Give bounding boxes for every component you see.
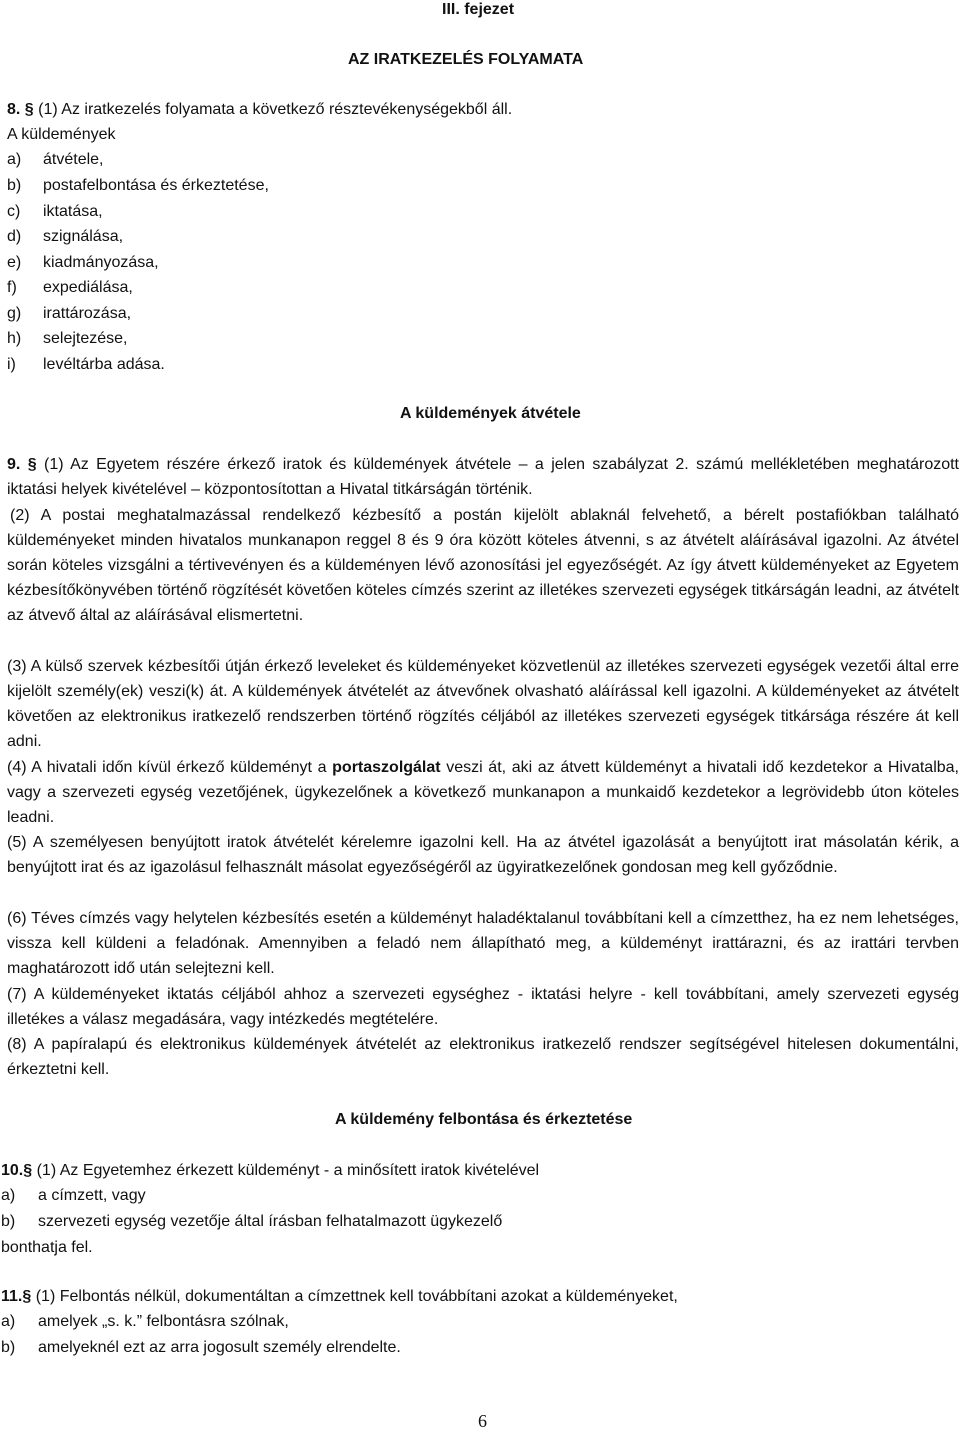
list-item-label: i) — [7, 356, 16, 373]
list-item — [1, 1183, 146, 1208]
list-intro: A küldemények — [7, 126, 116, 143]
paragraph-text: (4) A hivatali időn kívül érkező küldeményt a — [7, 759, 333, 776]
heading-receipt: A küldemények átvétele — [400, 405, 581, 422]
list-item-text: a címzett, vagy — [38, 1187, 146, 1204]
paragraph-9-2: (2) A postai meghatalmazással rendelkező kézbesítő a postán kijelölt ablaknál felvehető, a bérelt postafiókban található küldeményeket minden hivatalos munkanapon reggel 8 és 9 óra között köteles átvenni, s az átvételt aláírásával igazolni. Az átvétel során köteles vizsgálni a tértivevényen és a küldeményen lévő azonosítási jel egyezőségét. Az így átvett küldeményeket az Egyetem kézbesítőkönyvében történő rögzítését követően köteles címzés szerint az illetékes szervezeti egységek titkárságán leadni, az átvételt az átvevő által az aláírásával elismertetni. — [7, 507, 959, 624]
list-item-text: kiadmányozása, — [43, 254, 159, 271]
paragraph-8-heading — [7, 97, 512, 122]
heading-opening: A küldemény felbontása és érkeztetése — [335, 1111, 633, 1128]
section-sign: § — [22, 1288, 32, 1305]
list-item-text: amelyeknél ezt az arra jogosult személy elrendelte. — [38, 1339, 401, 1356]
list-item-label: e) — [7, 254, 22, 271]
list-item-label: h) — [7, 330, 22, 347]
list-item — [7, 199, 103, 224]
portaszolgalat-term: portaszolgálat — [332, 759, 441, 776]
paragraph-9-4 — [7, 755, 959, 830]
list-item — [7, 326, 128, 351]
list-item — [7, 275, 133, 300]
list-item — [7, 352, 165, 377]
list-item-label: f) — [7, 279, 17, 296]
list-item-label: b) — [1, 1213, 16, 1230]
page-number: 6 — [478, 1411, 487, 1431]
paragraph-number: 10. — [1, 1162, 24, 1179]
list-item-text: szervezeti egység vezetője által írásban felhatalmazott ügykezelő — [38, 1213, 503, 1230]
paragraph-number: 11. — [1, 1288, 23, 1305]
paragraph-11-heading — [1, 1284, 678, 1309]
list-item — [7, 301, 132, 326]
paragraph-9-7: (7) A küldeményeket iktatás céljából ahhoz a szervezeti egységhez - iktatási helyre - kell továbbítani, amely szervezeti egység illetékes a válasz megadására, vagy intézkedés megtételére. — [7, 986, 959, 1028]
paragraph-9-6: (6) Téves címzés vagy helytelen kézbesítés esetén a küldeményt haladéktalanul továbbítani kell a címzetthez, ha ez nem lehetséges, vissza kell küldeni a feladónak. Amennyiben a feladó nem állapítható meg, a küldeményt irattárazni, és az irattári tervben maghatározott idő után selejtezni kell. — [7, 910, 959, 977]
paragraph-9-1 — [7, 452, 959, 502]
list-item — [1, 1309, 289, 1334]
list-item-text: amelyek „s. k.” felbontásra szólnak, — [38, 1313, 289, 1330]
list-item-text: irattározása, — [43, 305, 132, 322]
paragraph-10-tail: bonthatja fel. — [1, 1239, 93, 1256]
list-item-text: átvétele, — [43, 151, 104, 168]
list-item-text: postafelbontása és érkeztetése, — [43, 177, 269, 194]
list-item — [1, 1209, 503, 1234]
list-item-label: c) — [7, 203, 21, 220]
list-item — [7, 173, 269, 198]
section-sign: § — [23, 1162, 33, 1179]
paragraph-text: (1) Felbontás nélkül, dokumentáltan a címzettnek kell továbbítani azokat a küldeményeket, — [31, 1288, 678, 1305]
paragraph-text: (1) Az iratkezelés folyamata a következő résztevékenységekből áll. — [33, 101, 513, 118]
list-item-text: levéltárba adása. — [43, 356, 165, 373]
list-item-text: expediálása, — [43, 279, 133, 296]
paragraph-text: (1) Az Egyetemhez érkezett küldeményt - a minősített iratok kivételével — [32, 1162, 540, 1179]
paragraph-10-heading — [1, 1158, 539, 1183]
paragraph-number: 8. — [7, 101, 21, 118]
paragraph-number: 9. — [7, 456, 21, 473]
list-item — [7, 147, 104, 172]
list-item-text: iktatása, — [43, 203, 103, 220]
list-item-label: a) — [1, 1313, 16, 1330]
list-item-text: selejtezése, — [43, 330, 128, 347]
paragraph-text: (1) Az Egyetem részére érkező iratok és küldemények átvétele – a jelen szabályzat 2. számú mellékletében meghatározott iktatási helyek kivételével – központosítottan a Hivatal titkárságán történik. — [7, 456, 960, 498]
list-item — [7, 250, 159, 275]
section-sign: § — [27, 456, 37, 473]
chapter-title: III. fejezet — [442, 1, 515, 18]
list-item — [1, 1335, 401, 1360]
section-sign: § — [24, 101, 34, 118]
paragraph-9-8: (8) A papíralapú és elektronikus küldemények átvételét az elektronikus iratkezelő rendszer segítségével hitelesen dokumentálni, érkeztetni kell. — [7, 1036, 959, 1078]
list-item-label: b) — [1, 1339, 16, 1356]
list-item-text: szignálása, — [43, 228, 124, 245]
list-item-label: a) — [1, 1187, 16, 1204]
list-item-label: g) — [7, 305, 22, 322]
list-item-label: a) — [7, 151, 22, 168]
list-item-label: d) — [7, 228, 22, 245]
paragraph-9-5: (5) A személyesen benyújtott iratok átvételét kérelemre igazolni kell. Ha az átvétel igazolását a benyújtott irat másolatán kérik, a benyújtott irat és az igazolásul felhasznált másolat egyezőségéről az ügyiratkezelőnek gondosan meg kell győződnie. — [7, 834, 959, 876]
list-item-label: b) — [7, 177, 22, 194]
paragraph-text: veszi át, aki az átvett küldeményt a hivatali idő kezdetekor a Hivatalba, vagy a szervezeti egység vezetőjének, ügykezelőnek a következő munkanapon a munkaidő kezdetekor a legrövidebb úton köteles leadni. — [7, 759, 959, 826]
section-title: AZ IRATKEZELÉS FOLYAMATA — [348, 51, 584, 68]
list-item — [7, 224, 124, 249]
paragraph-9-3: (3) A külső szervek kézbesítői útján érkező leveleket és küldeményeket közvetlenül az illetékes szervezeti egységek vezetői által erre kijelölt személy(ek) veszi(k) át. A küldemények átvételét az átvevőnek olvasható aláírással kell igazolni. A küldeményeket az átvételt követően az elektronikus iratkezelő rendszerben történő rögzítés céljából az illetékes szervezeti egységek titkársága részére át kell adni. — [7, 658, 959, 750]
